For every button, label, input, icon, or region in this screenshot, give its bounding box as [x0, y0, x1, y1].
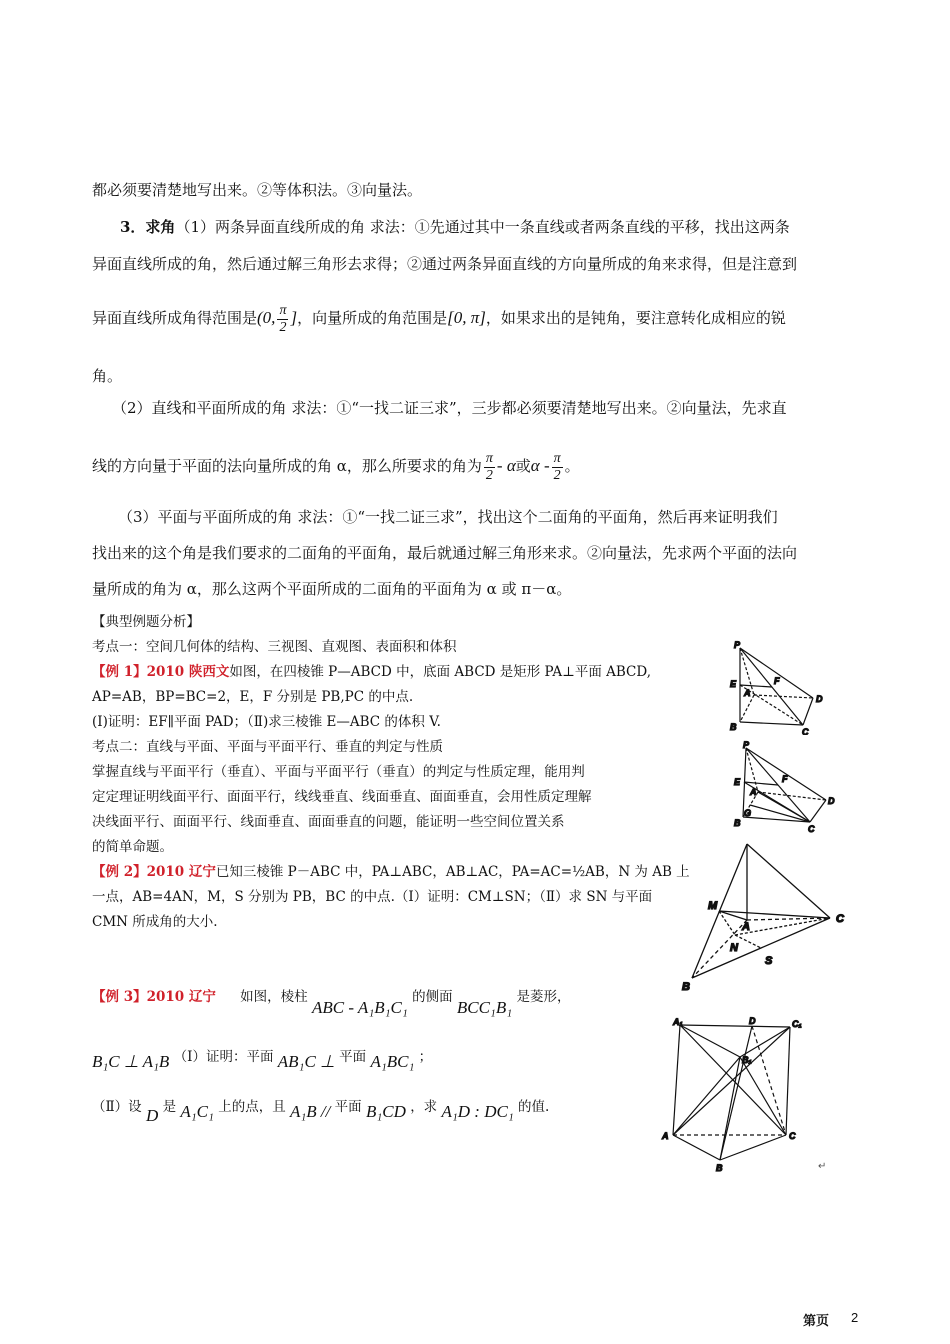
text-line: CMN 所成角的大小.	[92, 914, 218, 930]
math-term: - α	[496, 456, 516, 475]
figure-label: S	[765, 955, 773, 967]
figure-label: A	[744, 688, 751, 698]
example-2	[92, 862, 690, 882]
figure-label: B₁	[742, 1055, 752, 1065]
text-fragment: ，如果求出的是钝角，要注意转化成相应的锐	[485, 309, 786, 327]
text-fragment: 。	[564, 457, 580, 475]
figure-label: N	[730, 942, 738, 954]
example-tag: 【例 1】2010 陕西文	[92, 664, 230, 680]
figure-label: A	[742, 921, 750, 933]
text-line: 量所成的角为 α，那么这两个平面所成的二面角的平面角为 α 或 π－α。	[92, 580, 572, 598]
text-fragment: 异面直线所成角得范围是	[92, 309, 258, 327]
figure-label: B	[682, 981, 690, 993]
figure-pyramid-2	[728, 740, 843, 835]
figure-label: C₁	[792, 1019, 802, 1029]
math-term: α -	[530, 456, 550, 475]
figure-label: A₁	[673, 1017, 683, 1027]
text-fragment: 线的方向量于平面的法向量所成的角 α，那么所要求的角为	[92, 457, 482, 475]
math-range: [0, π]	[447, 308, 486, 327]
text-line	[120, 217, 790, 237]
math-fraction: $\frac{\pi}{2}$	[485, 450, 493, 483]
figure-label: A	[662, 1131, 669, 1141]
text-line: 考点一：空间几何体的结构、三视图、直观图、表面积和体积	[92, 639, 457, 655]
example-3: 【例 3】2010 辽宁 如图，棱柱 ABC - A₁B₁C₁ 的侧面 BCC₁B₁ 是菱形，	[92, 989, 571, 1017]
heading-find-angle: 3．求角	[120, 218, 176, 236]
text-line: 异面直线所成的角，然后通过解三角形去求得；②通过两条异面直线的方向量所成的角来求得，但是注意到	[92, 255, 798, 273]
text-line: 决线面平行、面面平行、线面垂直、面面垂直的问题，能证明一些空间位置关系	[92, 814, 565, 830]
figure-label: B	[716, 1163, 723, 1173]
text-line	[92, 448, 580, 484]
figure-label: M	[708, 900, 718, 912]
text-line	[92, 300, 786, 336]
figure-label: C	[802, 727, 809, 735]
text-fragment: ，向量所成的角范围是	[297, 309, 448, 327]
return-mark-icon: ↵	[818, 1161, 827, 1172]
text-line: AP=AB，BP=BC=2，E，F 分别是 PB,PC 的中点.	[92, 689, 414, 705]
text-line: 掌握直线与平面平行（垂直）、平面与平面平行（垂直）的判定与性质定理，能用判	[92, 764, 585, 780]
figure-label: C	[789, 1131, 796, 1141]
text-fragment: （1）两条异面直线所成的角 求法：①先通过其中一条直线或者两条直线的平移，找出这两条	[175, 218, 790, 236]
figure-prism	[658, 1015, 838, 1185]
text-line: 角。	[92, 367, 123, 385]
text-line: （2）直线和平面所成的角 求法：①“一找二证三求”，三步都必须要清楚地写出来。②向量法，先求直	[112, 399, 787, 417]
figure-label: E	[730, 679, 737, 689]
example-1	[92, 662, 651, 682]
text-line: 定定理证明线面平行、面面平行，线线垂直、线面垂直、面面垂直，会用性质定理解	[92, 789, 592, 805]
math-fraction: $\frac{\pi}{2}$	[553, 450, 561, 483]
figure-label: C	[836, 913, 844, 925]
text-line: B₁C ⊥ A₁B （Ⅰ）证明：平面 AB₁C ⊥ 平面 A₁BC₁ ；	[92, 1049, 433, 1071]
figure-label: P	[734, 640, 741, 650]
figure-label: D	[816, 694, 823, 704]
section-title: 【典型例题分析】	[92, 614, 200, 630]
text-line: (Ⅰ)证明：EF∥平面 PAD；（Ⅱ)求三棱锥 E—ABC 的体积 V.	[92, 714, 441, 730]
footer-page-label: 第页	[803, 1313, 830, 1328]
text-fragment: 或	[515, 457, 531, 475]
text-line: 都必须要清楚地写出来。②等体积法。③向量法。	[92, 181, 423, 199]
footer-page-number: 2	[851, 1310, 859, 1325]
example-tag: 【例 3】2010 辽宁	[92, 989, 216, 1005]
figure-label: E	[734, 777, 741, 787]
figure-pyramid-1	[718, 640, 838, 735]
figure-label: G	[744, 808, 752, 818]
figure-label: D	[828, 796, 835, 806]
figure-label: F	[774, 676, 780, 686]
text-line: 一点，AB=4AN，M，S 分别为 PB，BC 的中点.（Ⅰ）证明：CM⊥SN；（Ⅱ）求 SN 与平面	[92, 889, 653, 905]
text-line: （Ⅱ）设 D 是 A₁C₁ 上的点，且 A₁B // 平面 B₁CD ，求 A₁D : DC₁ 的值.	[92, 1099, 550, 1125]
figure-label: B	[734, 818, 741, 828]
figure-label: F	[782, 774, 788, 784]
figure-label: P	[743, 740, 750, 750]
text-line: 考点二：直线与平面、平面与平面平行、垂直的判定与性质	[92, 739, 443, 755]
text-line: 找出来的这个角是我们要求的二面角的平面角，最后就通过解三角形来求。②向量法，先求两个平面的法向	[92, 544, 798, 562]
figure-label: C	[808, 824, 815, 834]
figure-label: A	[750, 787, 757, 797]
text-line: 的简单命题。	[92, 839, 173, 855]
text-fragment: 如图，在四棱锥 P—ABCD 中，底面 ABCD 是矩形 PA⊥平面 ABCD,	[229, 664, 652, 680]
figure-label: D	[749, 1016, 756, 1026]
text-fragment: 已知三棱锥 P－ABC 中，PA⊥ABC，AB⊥AC，PA=AC=½AB，N 为 AB 上	[215, 864, 690, 880]
text-line: （3）平面与平面所成的角 求法：①“一找二证三求”，找出这个二面角的平面角，然后再来证明我们	[118, 508, 778, 526]
example-tag: 【例 2】2010 辽宁	[92, 864, 216, 880]
math-range: (0, $\frac{\pi}{2}$ ]	[257, 302, 298, 335]
figure-tetrahedron	[680, 838, 855, 993]
figure-label: B	[730, 722, 737, 732]
